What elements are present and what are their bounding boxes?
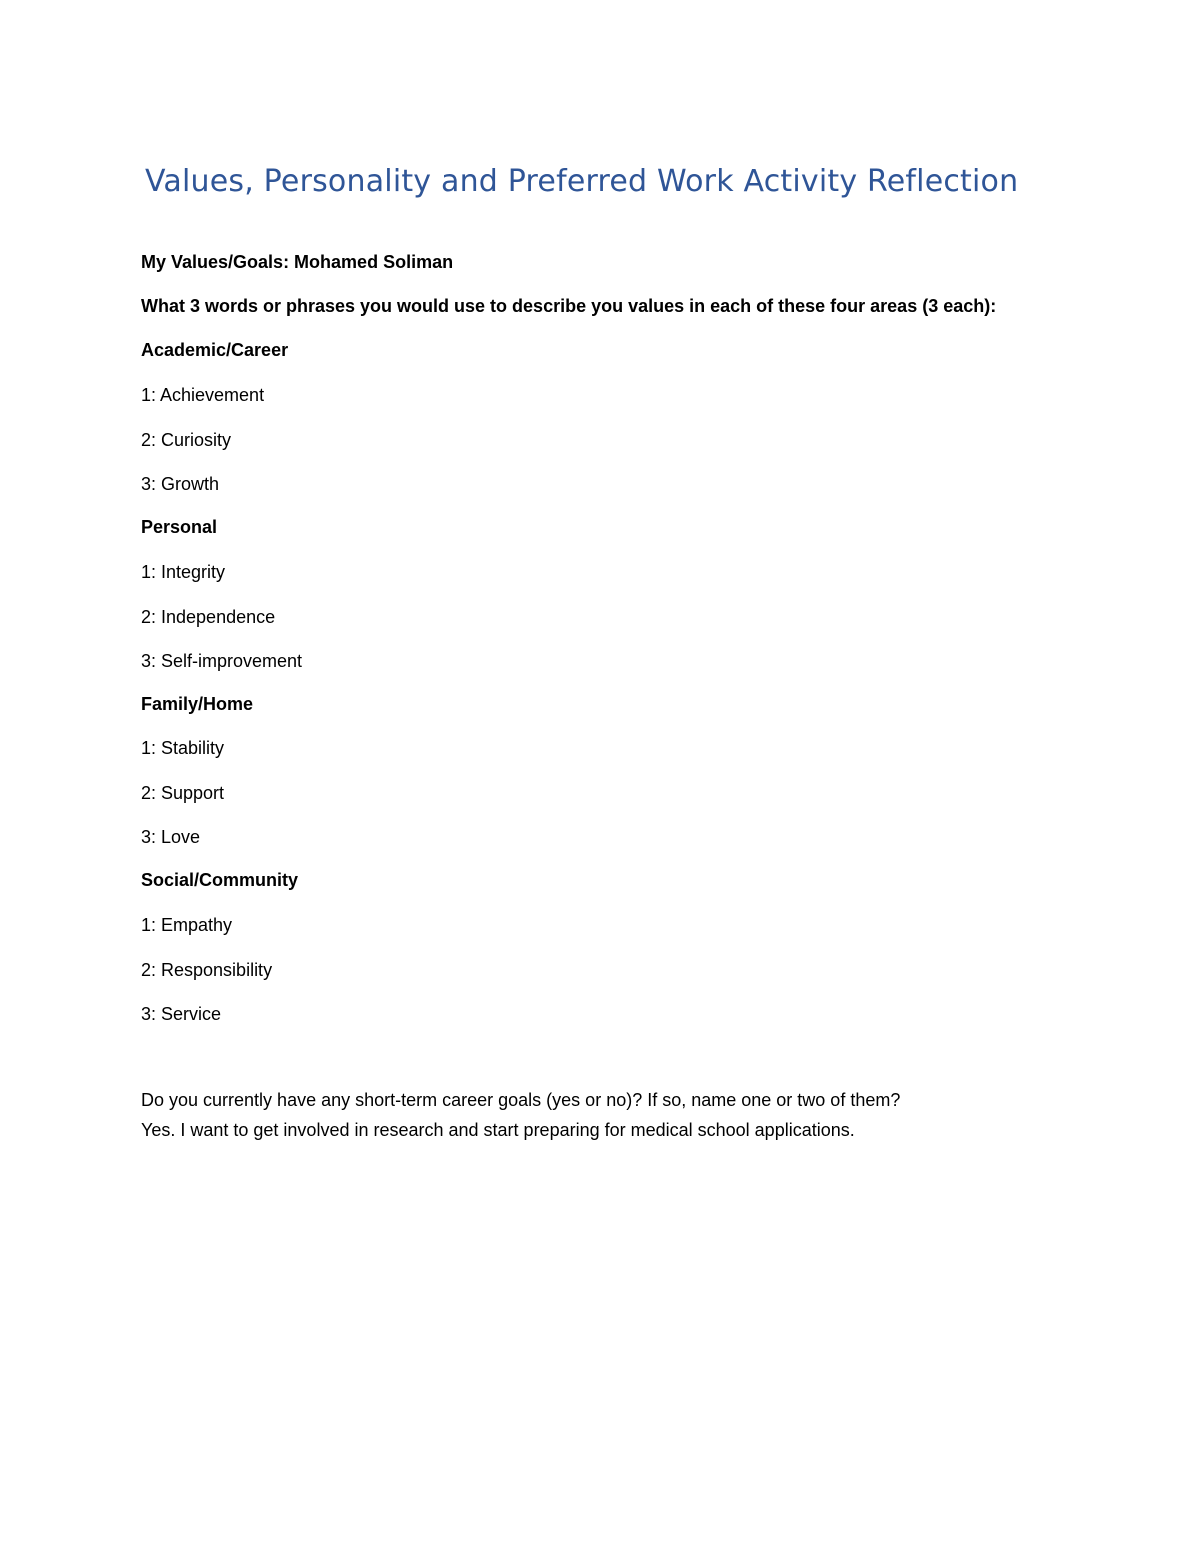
section-heading-family-home: Family/Home xyxy=(141,694,254,714)
list-item: 2: Curiosity xyxy=(141,430,232,450)
list-item: 1: Integrity xyxy=(141,562,226,582)
section-heading-personal: Personal xyxy=(141,517,218,537)
list-item: 2: Responsibility xyxy=(141,960,273,980)
section-heading-social-community: Social/Community xyxy=(141,870,299,890)
goals-question: Do you currently have any short-term career goals (yes or no)? If so, name one or two of them? xyxy=(141,1090,901,1110)
list-item: 1: Stability xyxy=(141,738,225,758)
document-title: Values, Personality and Preferred Work Activity Reflection xyxy=(145,164,1019,199)
list-item: 3: Growth xyxy=(141,474,220,494)
owner-line: My Values/Goals: Mohamed Soliman xyxy=(141,252,454,272)
list-item: 3: Self-improvement xyxy=(141,651,303,671)
list-item: 2: Support xyxy=(141,783,225,803)
list-item: 3: Love xyxy=(141,827,201,847)
section-heading-academic-career: Academic/Career xyxy=(141,340,289,360)
instruction-text: What 3 words or phrases you would use to describe you values in each of these four areas (3 each): xyxy=(141,296,997,316)
list-item: 2: Independence xyxy=(141,607,276,627)
list-item: 3: Service xyxy=(141,1004,222,1024)
list-item: 1: Empathy xyxy=(141,915,233,935)
list-item: 1: Achievement xyxy=(141,385,265,405)
goals-answer: Yes. I want to get involved in research and start preparing for medical school applications. xyxy=(141,1120,855,1140)
